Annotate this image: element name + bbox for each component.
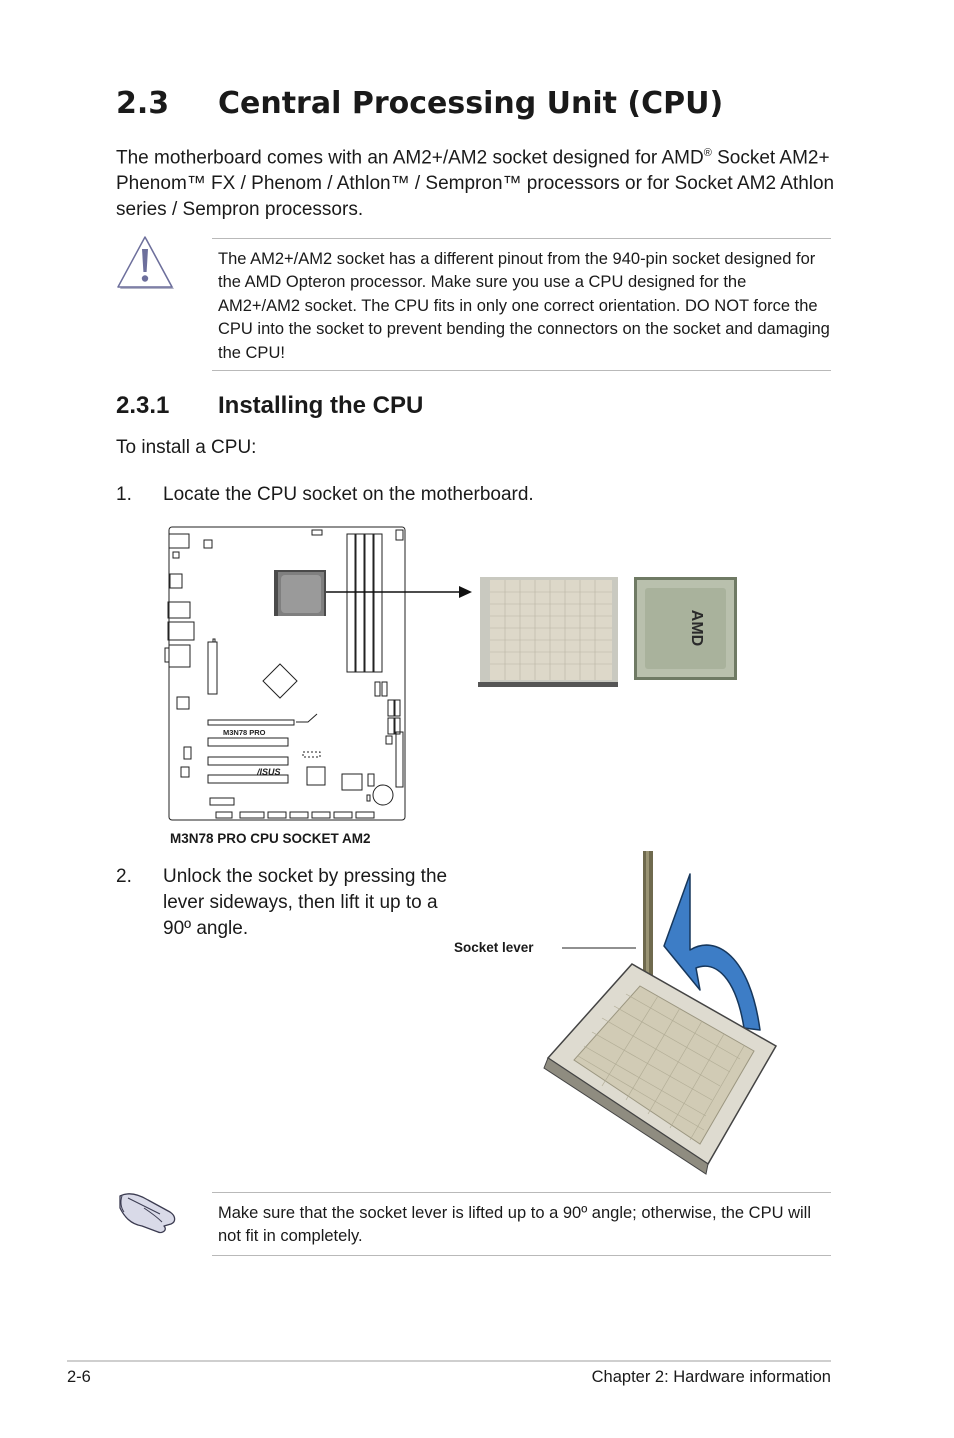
subsection-title-text: Installing the CPU [218, 392, 424, 419]
warning-top-rule [212, 238, 831, 239]
registered-mark: ® [703, 147, 712, 159]
subsection-number: 2.3.1 [116, 392, 170, 419]
step-2-number: 2. [116, 866, 132, 887]
warning-triangle-icon [116, 236, 176, 292]
socket-lever-figure [540, 846, 790, 1176]
socket-lever-label: Socket lever [454, 940, 534, 955]
warning-bottom-rule [212, 370, 831, 371]
lead-text: To install a CPU: [116, 437, 257, 458]
step-1 [116, 482, 534, 508]
step-2-text: Unlock the socket by pressing the lever sideways, then lift it up to a 90º angle. [163, 866, 448, 939]
warning-text: The AM2+/AM2 socket has a different pinout from the 940-pin socket designed for the AMD Opteron processor. Make sure you use a CPU designed for the AM2+/AM2 socket. The CPU fits in only one correct orientation. DO NOT force the CPU into the socket to prevent bending the connectors on the socket and damaging the CPU! [218, 250, 830, 362]
footer-rule [67, 1360, 831, 1362]
hand-note-icon [116, 1186, 178, 1238]
section-title-text: Central Processing Unit (CPU) [218, 86, 724, 121]
section-title [116, 86, 723, 121]
chapter-title: Chapter 2: Hardware information [591, 1368, 831, 1386]
intro-text-part2: Socket AM2+ Phenom™ FX / Phenom / Athlon™ / Sempron™ processors or for Socket AM2 Athlon series / Sempron processors. [116, 147, 835, 221]
step-1-text: Locate the CPU socket on the motherboard. [163, 484, 534, 505]
board-brand-label: /ISUS [257, 767, 281, 777]
intro-text-part1: The motherboard comes with an AM2+/AM2 socket designed for AMD [116, 147, 704, 169]
note-top-rule [212, 1192, 831, 1193]
motherboard-figure [160, 522, 740, 832]
cpu-chip-text: AMD [688, 609, 705, 647]
board-model-label: M3N78 PRO [223, 728, 266, 737]
section-number: 2.3 [116, 86, 170, 121]
note-bottom-rule [212, 1255, 831, 1256]
motherboard-caption: M3N78 PRO CPU SOCKET AM2 [170, 831, 371, 846]
page-number: 2-6 [67, 1368, 91, 1386]
subsection-title [116, 392, 423, 420]
note-text: Make sure that the socket lever is lifted up to a 90º angle; otherwise, the CPU will not fit in completely. [218, 1204, 811, 1246]
intro-paragraph [116, 140, 836, 223]
step-1-number: 1. [116, 484, 132, 505]
